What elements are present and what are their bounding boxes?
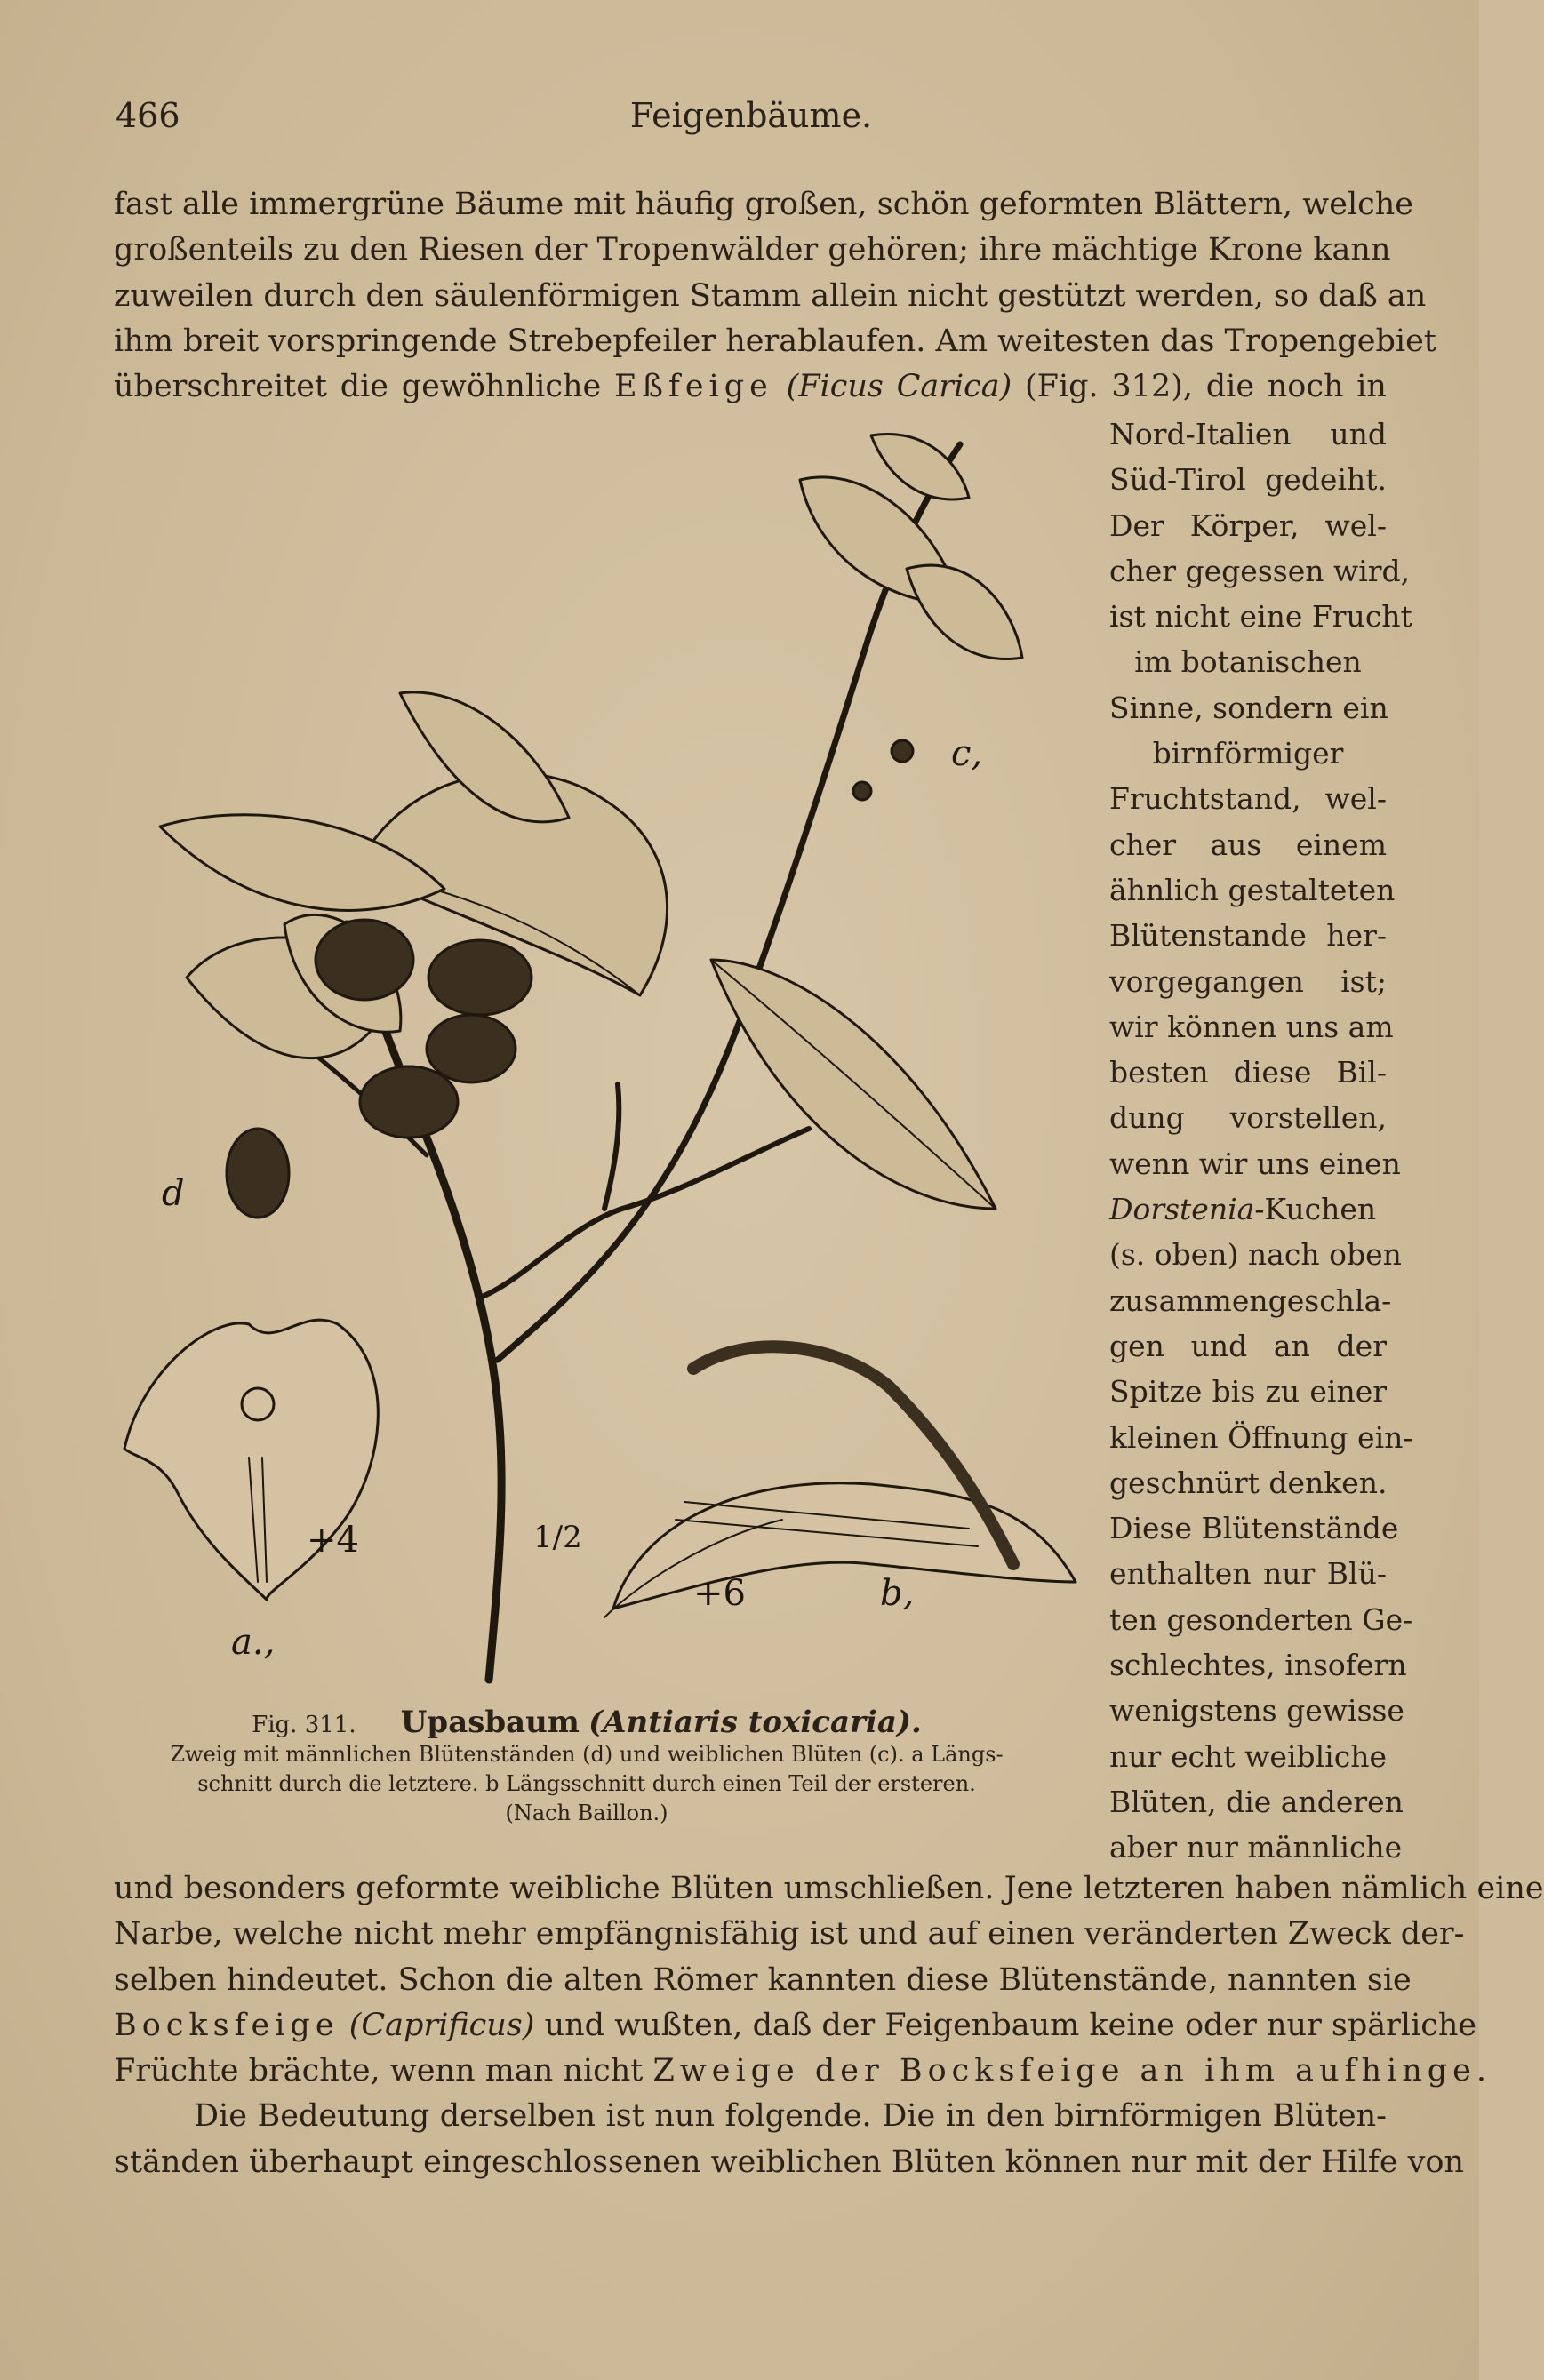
text-span: und wußten, daß der Feigenbaum keine oder nur spärliche (544, 2007, 1477, 2043)
text-line: geschnürt denken. (1109, 1465, 1388, 1500)
caption-name: Upasbaum (400, 1705, 580, 1740)
text-line: enthalten nur Blü- (1109, 1556, 1387, 1592)
branch-stub (604, 1084, 619, 1209)
botanical-illustration (107, 427, 1102, 1706)
text-line: Spitze bis zu einer (1109, 1374, 1387, 1410)
text-line: schlechtes, insofern (1109, 1648, 1407, 1683)
latin-name: Dorstenia (1109, 1192, 1255, 1227)
text-line: wenn wir uns einen (1109, 1146, 1401, 1181)
label-a: a., (231, 1622, 276, 1663)
text-line: ten gesonderten Ge- (1109, 1601, 1413, 1637)
label-b-magnification: +6 (693, 1573, 746, 1614)
text-line: zuweilen durch den säulenförmigen Stamm allein nicht gestützt werden, so daß an (114, 277, 1427, 314)
text-line: zusammengeschla- (1109, 1282, 1392, 1318)
text-line: großenteils zu den Riesen der Tropenwälder gehören; ihre mächtige Krone kann (114, 232, 1391, 268)
text-line: ihm breit vorspringende Strebepfeiler herablaufen. Am weitesten das Tropengebiet (114, 323, 1436, 359)
male-inflorescence (427, 1015, 516, 1082)
text-line: Blütenstande her- (1109, 918, 1387, 954)
male-inflorescence (360, 1066, 458, 1138)
caption-latin: (Antiaris toxicaria). (588, 1705, 922, 1740)
text-span: (Fig. 312), die noch in (1025, 369, 1387, 405)
text-span: -Kuchen (1254, 1192, 1377, 1227)
leaf (871, 434, 969, 499)
bottom-paragraph (114, 1866, 1544, 2185)
text-span: Früchte brächte, wenn man nicht (114, 2053, 644, 2089)
label-b: b, (880, 1573, 915, 1614)
page-number: 466 (116, 96, 180, 135)
spaced-term: Eßfeige (613, 369, 773, 405)
caption-title (124, 1705, 1049, 1740)
label-d: d (162, 1173, 185, 1214)
label-c: c, (951, 733, 983, 774)
caption-line: (Nach Baillon.) (505, 1801, 668, 1825)
text-line: wenigstens gewisse (1109, 1693, 1404, 1729)
text-line: birnförmiger (1152, 736, 1344, 771)
male-inflorescence (316, 920, 413, 1000)
text-line: (s. oben) nach oben (1109, 1237, 1402, 1273)
text-line (114, 364, 1387, 410)
text-line: vorgegangen ist; (1109, 963, 1387, 999)
text-line: ist nicht eine Frucht (1109, 599, 1412, 635)
text-line: Blüten, die anderen (1109, 1784, 1404, 1819)
caption-line: Zweig mit männlichen Blütenständen (d) und weiblichen Blüten (c). a Längs- (170, 1742, 1004, 1767)
top-paragraph (114, 182, 1436, 410)
text-line: im botanischen (1134, 644, 1362, 680)
male-inflorescence (428, 940, 532, 1015)
text-line: fast alle immergrüne Bäume mit häufig großen, schön geformten Blättern, welche (114, 187, 1414, 222)
page-header (116, 96, 1387, 140)
text-line: wir können uns am (1109, 1009, 1394, 1044)
text-line: besten diese Bil- (1109, 1055, 1387, 1090)
latin-name: (Caprificus) (348, 2007, 535, 2043)
text-line (114, 2049, 1492, 2094)
text-line: dung vorstellen, (1109, 1100, 1387, 1136)
side-column-text (1109, 411, 1413, 1871)
spaced-term: Zweige der Bocksfeige an ihm aufhinge. (652, 2053, 1492, 2089)
text-line: und besonders geformte weibliche Blüten umschließen. Jene letzteren haben nämlich eine (114, 1871, 1544, 1906)
text-line: ähnlich gestalteten (1109, 872, 1396, 907)
text-line: cher gegessen wird, (1109, 553, 1411, 588)
text-span: überschreitet die gewöhnliche (114, 369, 602, 405)
text-line: gen und an der (1109, 1328, 1387, 1363)
text-line: Nord-Italien und (1109, 417, 1387, 451)
female-flower (853, 782, 871, 800)
text-line: Diese Blütenstände (1109, 1511, 1399, 1546)
text-line (1109, 1186, 1387, 1232)
spaced-term: Bocksfeige (114, 2007, 340, 2043)
text-line: kleinen Öffnung ein- (1109, 1419, 1413, 1455)
text-line (114, 2003, 1477, 2049)
latin-name: (Ficus Carica) (786, 369, 1012, 405)
label-a-magnification: +4 (307, 1520, 359, 1561)
running-title: Feigenbäume. (629, 96, 873, 135)
figure-number: Fig. 311. (252, 1712, 356, 1738)
text-line: Die Bedeutung derselben ist nun folgende. Die in den birnförmigen Blüten- (194, 2098, 1387, 2135)
text-line: selben hindeutet. Schon die alten Römer kannten diese Blütenstände, nannten sie (114, 1961, 1412, 1998)
figure-caption (124, 1705, 1049, 1828)
branch-mid (480, 1129, 809, 1298)
text-line: cher aus einem (1109, 827, 1387, 862)
text-line: Fruchtstand, wel- (1109, 781, 1387, 817)
text-line: nur echt weibliche (1109, 1738, 1387, 1774)
upas-tree-drawing (107, 427, 1102, 1706)
text-line: aber nur männliche (1109, 1830, 1403, 1865)
caption-line: schnitt durch die letztere. b Längsschnitt durch einen Teil der ersteren. (197, 1771, 976, 1796)
text-line: Narbe, welche nicht mehr empfängnisfähig ist und auf einen veränderten Zweck der- (114, 1916, 1465, 1953)
leaf (907, 565, 1022, 659)
text-line: ständen überhaupt eingeschlossenen weiblichen Blüten können nur mit der Hilfe von (114, 2144, 1465, 2180)
text-line: Süd-Tirol gedeiht. (1109, 462, 1387, 498)
text-line: Sinne, sondern ein (1109, 690, 1388, 725)
text-line: Der Körper, wel- (1109, 507, 1387, 543)
female-flower (892, 740, 913, 762)
male-inflorescence (227, 1129, 289, 1218)
label-scale-half: 1/2 (533, 1520, 582, 1555)
